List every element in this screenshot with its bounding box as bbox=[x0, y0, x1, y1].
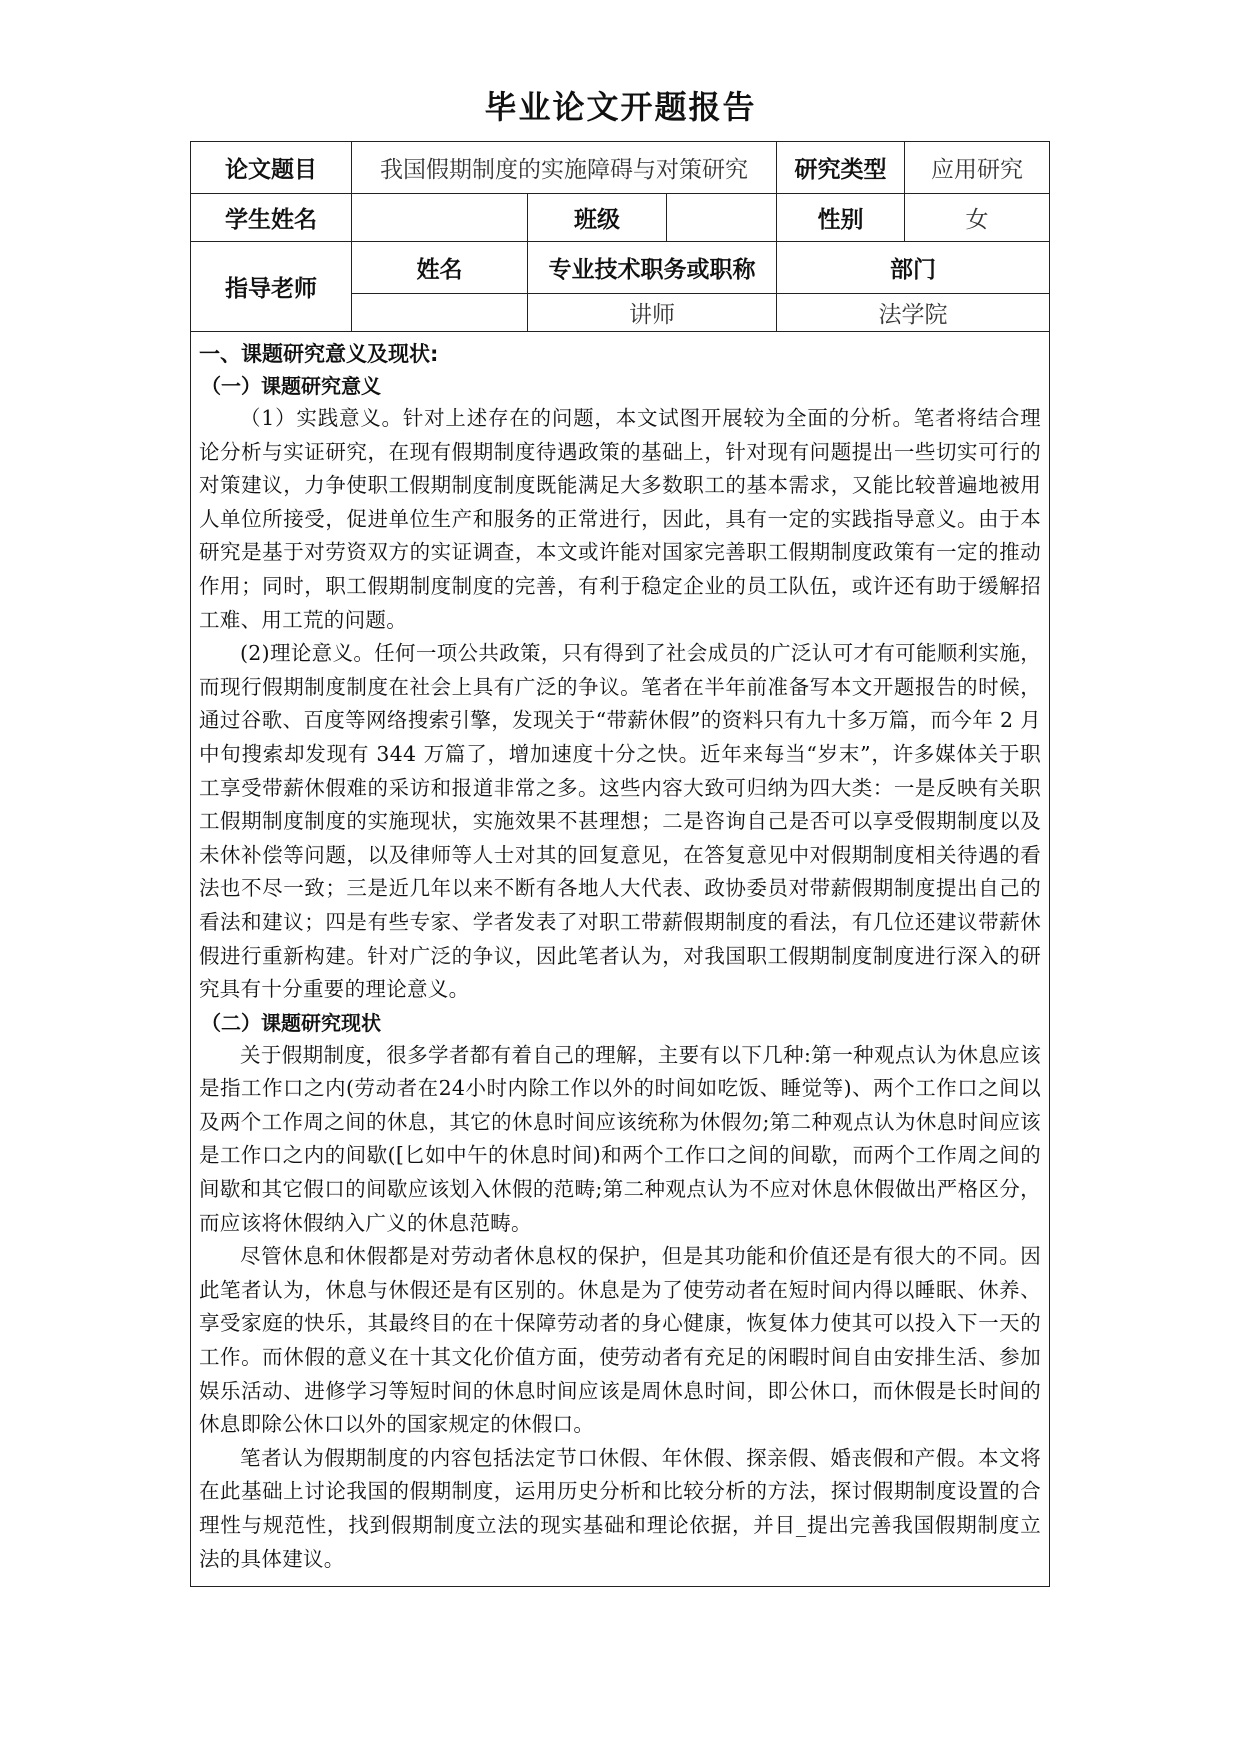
advisor-name-value bbox=[352, 294, 528, 332]
subheading-significance: （一）课题研究意义 bbox=[201, 374, 381, 398]
page-title: 毕业论文开题报告 bbox=[484, 88, 757, 126]
advisor-title-value: 讲师 bbox=[528, 294, 777, 332]
content-row bbox=[191, 332, 1050, 1587]
paragraph-rest-vs-leave: 尽管休息和休假都是对劳动者休息权的保护，但是其功能和价值还是有很大的不同。因此笔者认为，休息与休假还是有区别的。休息是为了使劳动者在短时间内得以睡眠、休养、享受家庭的快乐，其最终目的在十保障劳动者的身心健康，恢复体力使其可以投入下一天的工作。而休假的意义在十其文化价值方面，使劳动者有充足的闲暇时间自由安排生活、参加娱乐活动、进修学习等短时间的休息时间应该是周休息时间，即公休口，而休假是长时间的休息即除公休口以外的国家规定的休假口。 bbox=[199, 1244, 1041, 1437]
topic-label: 论文题目 bbox=[191, 142, 352, 194]
gender-value: 女 bbox=[905, 194, 1050, 242]
section-heading-significance-status: 一、课题研究意义及现状: bbox=[199, 342, 439, 366]
paragraph-author-view: 笔者认为假期制度的内容包括法定节口休假、年休假、探亲假、婚丧假和产假。本文将在此基础上讨论我国的假期制度，运用历史分析和比较分析的方法，探讨假期制度设置的合理性与规范性，找到假期制度立法的现实基础和理论依据，并目_提出完善我国假期制度立法的具体建议。 bbox=[199, 1445, 1041, 1571]
subheading-research-status: （二）课题研究现状 bbox=[201, 1010, 381, 1035]
advisor-label: 指导老师 bbox=[191, 242, 352, 332]
research-type-label: 研究类型 bbox=[777, 142, 905, 194]
topic-row bbox=[191, 142, 1050, 194]
student-row bbox=[191, 194, 1050, 242]
student-name-label: 学生姓名 bbox=[191, 194, 352, 242]
paragraph-practical-significance: （1）实践意义。针对上述存在的问题，本文试图开展较为全面的分析。笔者将结合理论分析与实证研究，在现有假期制度待遇政策的基础上，针对现有问题提出一些切实可行的对策建议，力争使职工假期制度制度既能满足大多数职工的基本需求，又能比较普遍地被用人单位所接受，促进单位生产和服务的正常进行，因此，具有一定的实践指导意义。由于本研究是基于对劳资双方的实证调查，本文或许能对国家完善职工假期制度政策有一定的推动作用；同时，职工假期制度制度的完善，有利于稳定企业的员工队伍，或许还有助于缓解招工难、用工荒的问题。 bbox=[199, 406, 1041, 632]
research-type-value: 应用研究 bbox=[905, 142, 1050, 194]
advisor-name-header: 姓名 bbox=[352, 242, 528, 294]
content-cell bbox=[191, 332, 1050, 1587]
class-label: 班级 bbox=[528, 194, 667, 242]
proposal-form-table bbox=[190, 141, 1050, 1587]
advisor-dept-value: 法学院 bbox=[777, 294, 1050, 332]
class-value bbox=[667, 194, 777, 242]
gender-label: 性别 bbox=[777, 194, 905, 242]
paragraph-theoretical-significance: (2)理论意义。任何一项公共政策，只有得到了社会成员的广泛认可才有可能顺利实施，而现行假期制度制度在社会上具有广泛的争议。笔者在半年前准备写本文开题报告的时候，通过谷歌、百度等网络搜索引擎，发现关于“带薪休假”的资料只有九十多万篇，而今年 2 月中旬搜索却发现有 344 万篇了，增加速度十分之快。近年来每当“岁末”，许多媒体关于职工享受带薪休假难的采访和报道非常之多。这些内容大致可归纳为四大类：一是反映有关职工假期制度制度的实施现状，实施效果不甚理想；二是咨询自己是否可以享受假期制度以及未休补偿等问题，以及律师等人士对其的回复意见，在答复意见中对假期制度相关待遇的看法也不尽一致；三是近几年以来不断有各地人大代表、政协委员对带薪假期制度提出自己的看法和建议；四是有些专家、学者发表了对职工带薪假期制度的看法，有几位还建议带薪休假进行重新构建。针对广泛的争议，因此笔者认为，对我国职工假期制度制度进行深入的研究具有十分重要的理论意义。 bbox=[199, 641, 1041, 1002]
advisor-dept-header: 部门 bbox=[777, 242, 1050, 294]
advisor-title-header: 专业技术职务或职称 bbox=[528, 242, 777, 294]
advisor-header-row bbox=[191, 242, 1050, 294]
paragraph-status-views: 关于假期制度，很多学者都有着自己的理解，主要有以下几种:第一种观点认为休息应该是指工作口之内(劳动者在24小时内除工作以外的时间如吃饭、睡觉等)、两个工作口之间以及两个工作周之间的休息，其它的休息时间应该统称为休假勿;第二种观点认为休息时间应该是工作口之内的间歇([匕如中午的休息时间)和两个工作口之间的间歇，而两个工作周之间的间歇和其它假口的间歇应该划入休假的范畴;第二种观点认为不应对休息休假做出严格区分，而应该将休假纳入广义的休息范畴。 bbox=[199, 1042, 1041, 1235]
topic-value: 我国假期制度的实施障碍与对策研究 bbox=[352, 142, 777, 194]
student-name-value bbox=[352, 194, 528, 242]
